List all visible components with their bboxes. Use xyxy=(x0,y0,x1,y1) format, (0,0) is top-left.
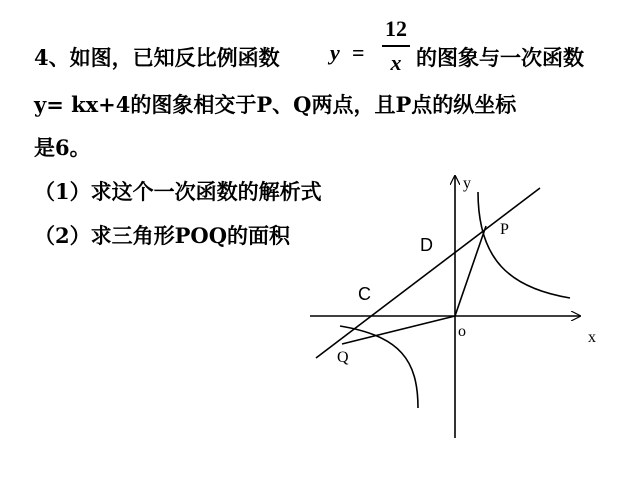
label-point-c: C xyxy=(358,284,371,304)
label-origin: o xyxy=(458,323,466,340)
problem-line-1-suffix: 的图象与一次函数 xyxy=(416,45,584,70)
linear-function-line xyxy=(316,188,540,358)
label-point-q: Q xyxy=(337,349,349,366)
segment-op xyxy=(455,226,486,316)
hyperbola-branch-first-quadrant xyxy=(478,192,570,298)
label-x: x xyxy=(588,329,596,346)
label-point-d: D xyxy=(420,235,433,255)
question-2: （2）求三角形POQ的面积 xyxy=(34,223,290,248)
problem-line-1: 4、如图，已知反比例函数 xyxy=(34,45,280,70)
formula-denominator: x xyxy=(390,50,402,75)
problem-line-2: y= kx+4的图象相交于P、Q两点，且P点的纵坐标 xyxy=(34,92,517,117)
question-1: （1）求这个一次函数的解析式 xyxy=(34,179,322,204)
formula-numerator: 12 xyxy=(385,16,407,41)
formula-equals: = xyxy=(352,40,365,65)
hyperbola-branch-third-quadrant xyxy=(340,326,418,408)
problem-line-3: 是6。 xyxy=(34,135,91,160)
label-y: y xyxy=(463,175,471,192)
formula-variable-y: y xyxy=(330,40,340,65)
label-point-p: P xyxy=(500,221,509,238)
